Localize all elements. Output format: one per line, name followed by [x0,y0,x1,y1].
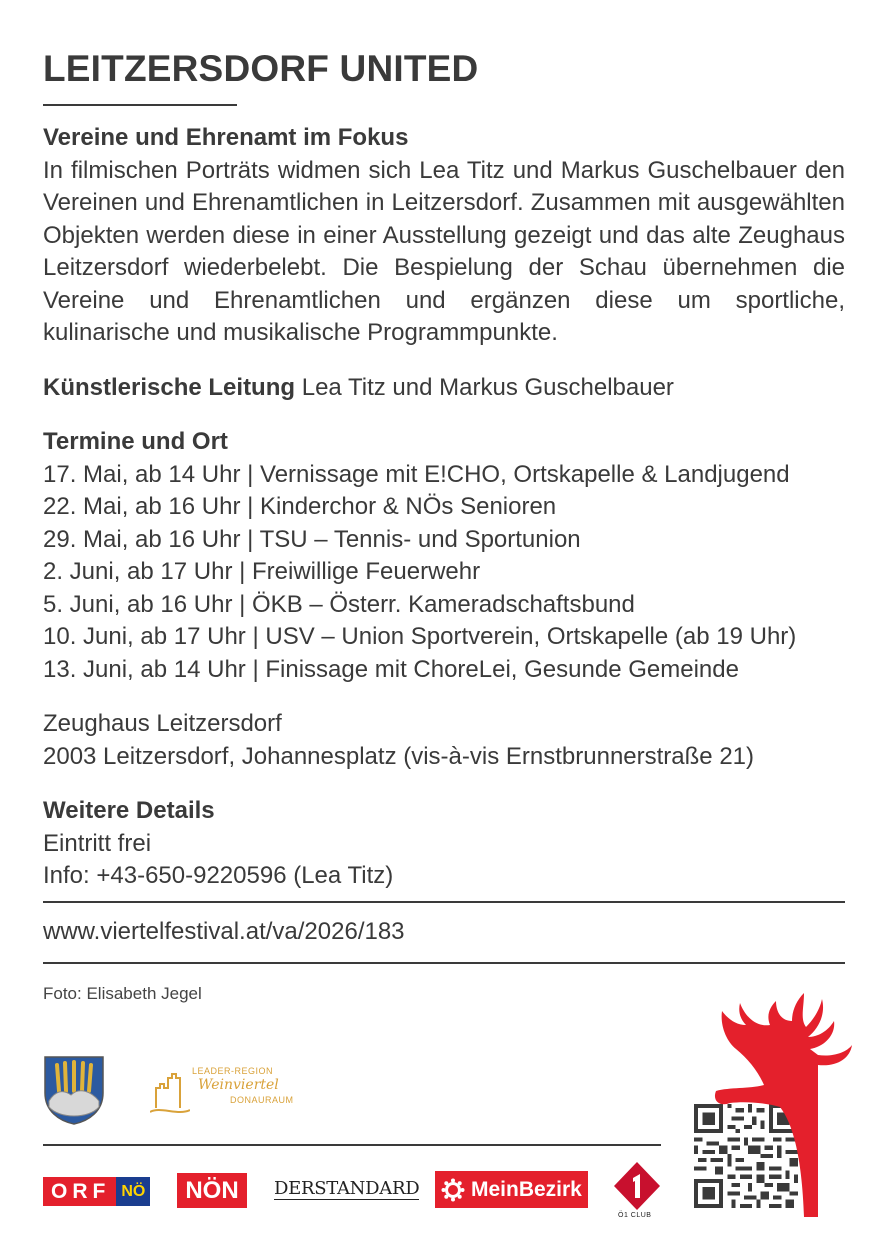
schedule-item: 29. Mai, ab 16 Uhr | TSU – Tennis- und Sportunion [43,525,581,553]
location-address: 2003 Leitzersdorf, Johannesplatz (vis-à-vis Ernstbrunnerstraße 21) [43,742,754,770]
leader-region-logo [150,1062,295,1117]
derstandard-logo: DERSTANDARD [274,1178,420,1199]
details-entry: Eintritt frei [43,829,152,857]
schedule-item: 5. Juni, ab 16 Uhr | ÖKB – Österr. Kameradschaftsbund [43,590,635,618]
section-body-focus: In filmischen Porträts widmen sich Lea Titz und Markus Guschelbauer den Vereinen und Ehrenamtlichen in Leitzersdorf. Zusammen mit ausgewählten Objekten werden diese in einer Ausstellung gezeigt und das alte Zeughaus Leitzersdorf wiederbelebt. Die Bespielung der Schau übernehmen die Vereine und Ehrenamtlichen und ergänzen diese um sportliche, kulinarische und musikalische Programmpunkte. [43,156,845,346]
leader-region-text: LEADER-REGION [192,1066,274,1076]
divider-top [43,901,845,903]
deer-festival-icon [700,985,860,1220]
meinbezirk-text: MeinBezirk [471,1177,582,1201]
section-heading-focus: Vereine und Ehrenamt im Fokus [43,124,409,151]
title-underline [43,104,237,106]
noen-logo: NÖN [177,1173,247,1208]
divider-logos [43,1144,661,1146]
schedule-item: 13. Juni, ab 14 Uhr | Finissage mit ChoreLei, Gesunde Gemeinde [43,655,739,683]
artistic-direction-label: Künstlerische Leitung [43,373,296,401]
leader-donauraum-text: DONAURAUM [230,1095,294,1105]
page-title: LEITZERSDORF UNITED [43,48,479,89]
municipal-crest-icon [43,1055,105,1125]
schedule-item: 10. Juni, ab 17 Uhr | USV – Union Sportverein, Ortskapelle (ab 19 Uhr) [43,623,797,650]
orf-text: ORF [43,1177,116,1206]
castle-icon [150,1064,190,1116]
schedule-item: 22. Mai, ab 16 Uhr | Kinderchor & NÖs Senioren [43,493,557,520]
location-name: Zeughaus Leitzersdorf [43,710,282,737]
orf-noe-text: NÖ [116,1177,150,1206]
leader-script-text: Weinviertel [198,1077,279,1093]
details-heading: Weitere Details [43,797,215,824]
orf-noe-logo [43,1177,150,1206]
schedule-item: 2. Juni, ab 17 Uhr | Freiwillige Feuerwehr [43,558,481,585]
schedule-heading: Termine und Ort [43,428,228,455]
details-info: Info: +43-650-9220596 (Lea Titz) [43,862,394,889]
artistic-direction [43,372,845,405]
main-content [43,122,845,893]
gear-icon [441,1178,465,1202]
photo-credit: Foto: Elisabeth Jegel [43,984,202,1003]
schedule-item: 17. Mai, ab 14 Uhr | Vernissage mit E!CHO, Ortskapelle & Landjugend [43,460,790,488]
artistic-direction-names: Lea Titz und Markus Guschelbauer [301,373,674,401]
meinbezirk-logo [435,1171,588,1208]
oe1-club-label: Ö1 CLUB [618,1212,652,1219]
divider-bottom [43,962,845,964]
festival-link[interactable]: www.viertelfestival.at/va/2026/183 [43,918,405,945]
